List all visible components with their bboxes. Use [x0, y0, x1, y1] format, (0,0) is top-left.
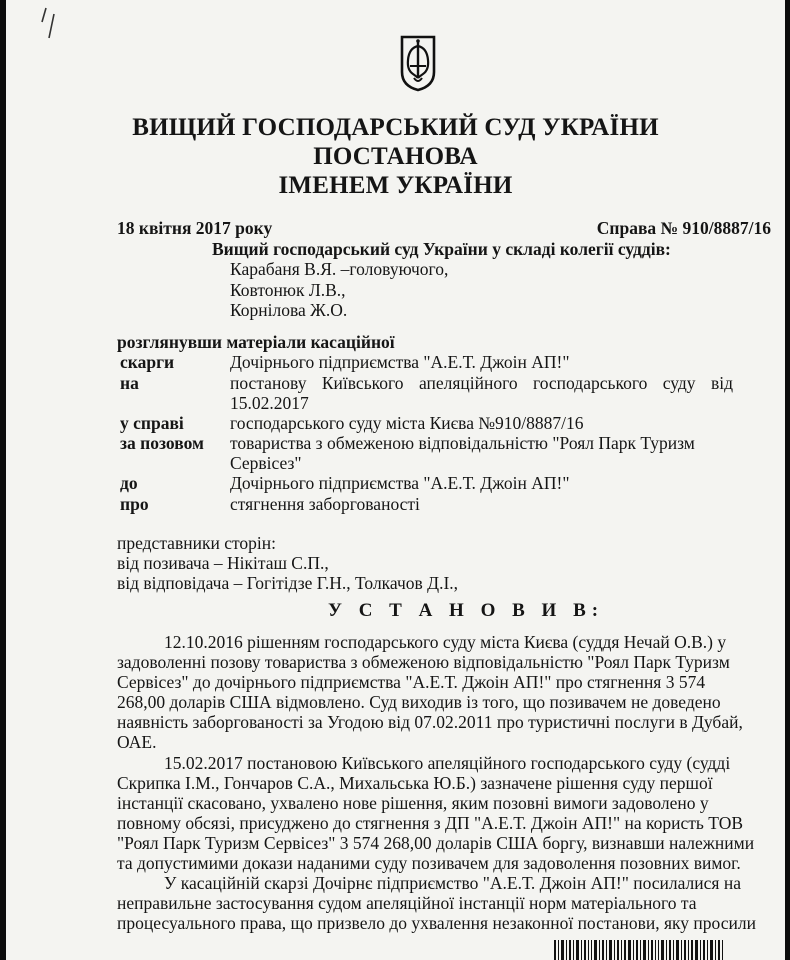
plaintiff-name: товариства з обмеженою відповідальністю "Роял Парк Туризм — [230, 433, 695, 453]
label-to: до — [120, 473, 138, 493]
paragraph-line: інстанції скасовано, ухвалено нове рішення, яким позовні вимоги задоволено у — [117, 793, 709, 813]
label-plaintiff: за позовом — [120, 433, 204, 453]
label-about: про — [120, 494, 149, 514]
barcode — [554, 940, 724, 960]
plaintiff-representative: від позивача – Нікіташ С.П., — [117, 553, 329, 573]
plaintiff-name-cont: Сервісез" — [230, 453, 302, 473]
paragraph-line: процесуального права, що призвело до ухвалення незаконної постанови, яку просили — [117, 913, 756, 933]
in-name-of-ukraine: ІМЕНЕМ УКРАЇНИ — [278, 172, 513, 199]
paragraph-line: та допустимими докази наданими суду позивачем для задоволення позовних вимог. — [117, 853, 741, 873]
paragraph-line: повному обсязі, присуджено до стягнення з ДП "А.Е.Т. Джоін АП!" на користь ТОВ — [117, 813, 744, 833]
word: від — [710, 373, 733, 393]
paragraph-line: 268,00 доларів США відмовлено. Суд виходив із того, що позивачем не доведено — [117, 692, 721, 712]
judge-member: Ковтонюк Л.В., — [230, 280, 346, 300]
label-complaint: скарги — [120, 352, 175, 372]
document-type: ПОСТАНОВА — [313, 143, 478, 170]
label-on: на — [120, 373, 139, 393]
paragraph-line: 15.02.2017 постановою Київського апеляційного господарського суду (судді — [164, 753, 731, 773]
paragraph-line: наявність заборгованості за Угодою від 07.02.2011 про туристичні послуги в Дубай, — [117, 712, 743, 732]
case-court: господарського суду міста Києва №910/8887/16 — [230, 413, 584, 433]
complaint-party: Дочірнього підприємства "А.Е.Т. Джоін АП!" — [230, 352, 570, 372]
paragraph-line: ОАЕ. — [117, 732, 157, 752]
word: Київського — [321, 373, 404, 393]
defendant-representatives: від відповідача – Гогітідзе Г.Н., Толкачов Д.І., — [117, 573, 459, 593]
court-name: ВИЩИЙ ГОСПОДАРСЬКИЙ СУД УКРАЇНИ — [132, 114, 659, 141]
word: господарського — [532, 373, 648, 393]
word: апеляційного — [418, 373, 518, 393]
decision-date: 18 квітня 2017 року — [117, 218, 273, 238]
word: суду — [662, 373, 696, 393]
representatives-heading: представники сторін: — [117, 533, 276, 553]
appealed-decision-date: 15.02.2017 — [230, 393, 309, 413]
case-details-heading: розглянувши матеріали касаційної — [117, 332, 395, 352]
paragraph-line: У касаційній скарзі Дочірнє підприємство "А.Е.Т. Джоін АП!" посилалися на — [164, 873, 741, 893]
document-page — [6, 0, 785, 960]
defendant-name: Дочірнього підприємства "А.Е.Т. Джоін АП!" — [230, 473, 570, 493]
word: постанову — [230, 373, 307, 393]
paragraph-line: 12.10.2016 рішенням господарського суду міста Києва (суддя Нечай О.В.) у — [164, 632, 727, 652]
label-in-case: у справі — [120, 413, 184, 433]
claim-subject: стягнення заборгованості — [230, 494, 420, 514]
appealed-decision — [230, 373, 733, 394]
case-number: Справа № 910/8887/16 — [596, 218, 771, 238]
paragraph-line: Скрипка І.М., Гончаров С.А., Михальська Ю.Б.) зазначене рішення суду першої — [117, 773, 713, 793]
judge-member: Корнілова Ж.О. — [230, 300, 348, 320]
coat-of-arms-icon — [399, 34, 437, 92]
paragraph-line: задоволенні позову товариства з обмеженою відповідальністю "Роял Парк Туризм — [117, 652, 730, 672]
paragraph-line: Сервісез" до дочірнього підприємства "А.Е.Т. Джоін АП!" про стягнення 3 574 — [117, 672, 706, 692]
paragraph-line: неправильне застосування судом апеляційної інстанції норм матеріального та — [117, 893, 697, 913]
pen-mark — [40, 4, 56, 42]
judge-presiding: Карабаня В.Я. –головуючого, — [230, 259, 449, 279]
panel-intro: Вищий господарський суд України у складі колегії суддів: — [212, 239, 671, 259]
established-heading: У С Т А Н О В И В: — [328, 600, 605, 621]
paragraph-line: "Роял Парк Туризм Сервісез" 3 574 268,00 доларів США боргу, визнавши належними — [117, 833, 755, 853]
